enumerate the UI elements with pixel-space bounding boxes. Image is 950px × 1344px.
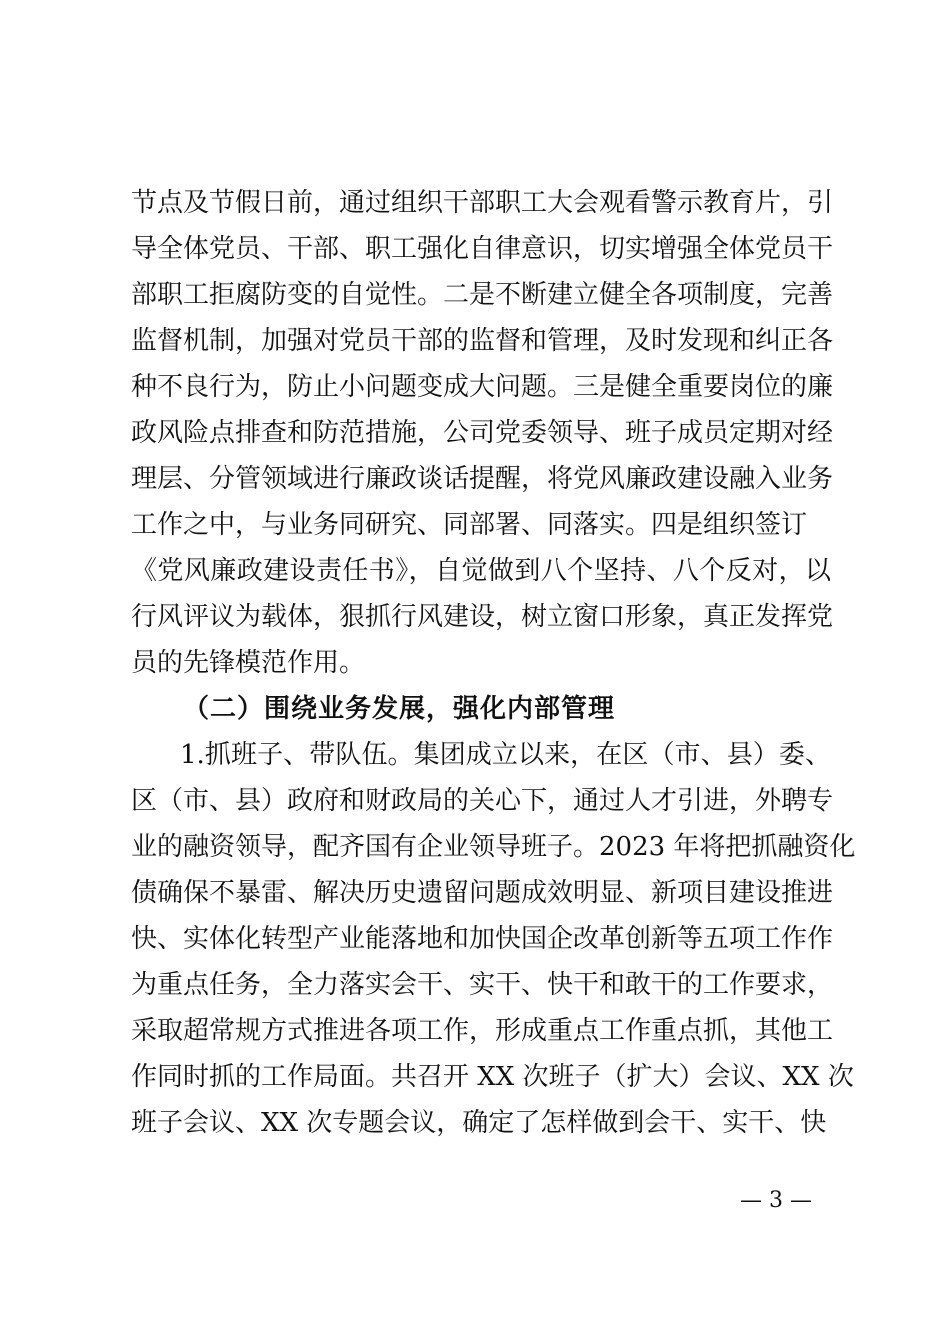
- paragraph-line: 种不良行为，防止小问题变成大问题。三是健全重要岗位的廉: [131, 372, 834, 402]
- paragraph-line: 工作之中，与业务同研究、同部署、同落实。四是组织签订: [131, 510, 808, 540]
- paragraph-line: 区（市、县）政府和财政局的关心下，通过人才引进，外聘专: [131, 786, 834, 816]
- paragraph-line: 债确保不暴雷、解决历史遗留问题成效明显、新项目建设推进: [131, 878, 834, 908]
- paragraph-line: 节点及节假日前，通过组织干部职工大会观看警示教育片，引: [131, 188, 834, 218]
- paragraph-line: 导全体党员、干部、职工强化自律意识，切实增强全体党员干: [131, 234, 834, 264]
- paragraph-line: 班子会议、XX 次专题会议，确定了怎样做到会干、实干、快: [131, 1108, 827, 1138]
- paragraph-line: 行风评议为载体，狠抓行风建设，树立窗口形象，真正发挥党: [131, 602, 834, 632]
- section-heading: （二）围绕业务发展，强化内部管理: [183, 694, 616, 724]
- page-number: — 3 —: [740, 1188, 812, 1213]
- paragraph-line: 快、实体化转型产业能落地和加快国企改革创新等五项工作作: [131, 924, 834, 954]
- paragraph-line: 业的融资领导，配齐国有企业领导班子。2023 年将把抓融资化: [131, 832, 856, 862]
- paragraph-line: 监督机制，加强对党员干部的监督和管理，及时发现和纠正各: [131, 326, 834, 356]
- paragraph-line: 1.抓班子、带队伍。集团成立以来，在区（市、县）委、: [180, 740, 831, 770]
- paragraph-line: 部职工拒腐防变的自觉性。二是不断建立健全各项制度，完善: [131, 280, 834, 310]
- paragraph-line: 为重点任务，全力落实会干、实干、快干和敢干的工作要求，: [131, 970, 834, 1000]
- paragraph-line: 采取超常规方式推进各项工作，形成重点工作重点抓，其他工: [131, 1016, 834, 1046]
- paragraph-line: 员的先锋模范作用。: [131, 648, 366, 678]
- paragraph-line: 作同时抓的工作局面。共召开 XX 次班子（扩大）会议、XX 次: [131, 1062, 854, 1092]
- paragraph-line: 理层、分管领域进行廉政谈话提醒，将党风廉政建设融入业务: [131, 464, 834, 494]
- paragraph-line: 政风险点排查和防范措施，公司党委领导、班子成员定期对经: [131, 418, 834, 448]
- paragraph-line: 《党风廉政建设责任书》，自觉做到八个坚持、八个反对，以: [131, 556, 831, 586]
